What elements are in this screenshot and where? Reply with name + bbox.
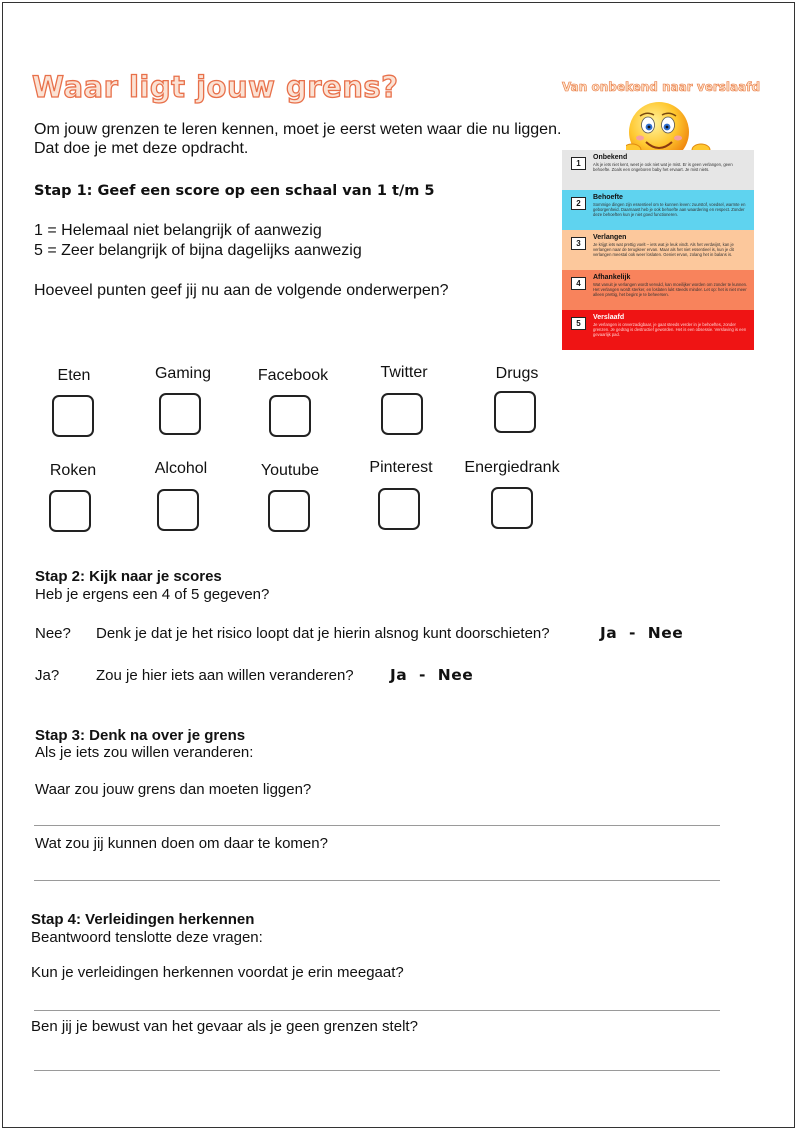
stap1-question: Hoeveel punten geef jij nu aan de volgende onderwerpen? [34, 282, 449, 299]
level-text: Je krijgt iets wat prettig voelt – iets wat je leuk vindt. Als het verdwijnt, kan je verlangen naar de terugkeer ervan. Maar als het niet essentieel is, kun je dit verlangen meestal ook weer loslaten. Geniet ervan, zolang het in balans is. [593, 242, 734, 257]
scale-line-2: 5 = Zeer belangrijk of bijna dagelijks aanwezig [34, 242, 362, 259]
level-name: Verslaafd [593, 314, 625, 321]
stap2-subtext: Heb je ergens een 4 of 5 gegeven? [35, 586, 270, 603]
score-box-alcohol[interactable] [157, 489, 199, 531]
level-number: 3 [571, 237, 586, 250]
level-verlangen [562, 230, 754, 270]
level-text: Je verlangen is onverzadigbaar, je gaat steeds verder in je behoeftes, zonder grenzen. Je gedrag is destructief geworden. Het is een obsessie. Verslaving is een gevaarlijk pad. [593, 322, 747, 337]
answer-line[interactable] [34, 1010, 720, 1011]
intro-line-2: Dat doe je met deze opdracht. [34, 140, 249, 157]
score-box-eten[interactable] [52, 395, 94, 437]
illustration-title: Van onbekend naar verslaafd [562, 80, 761, 94]
level-name: Behoefte [593, 194, 623, 201]
topic-label-roken: Roken [49, 462, 97, 479]
topic-label-alcohol: Alcohol [154, 460, 208, 477]
level-text: Als je iets niet kent, weet je ook niet wat je mist. Er is geen verlangen, geen behoefte. Zoals een ongeboren baby het ervaart. Je mist niets. [593, 162, 733, 172]
score-scale [34, 221, 362, 261]
level-name: Onbekend [593, 154, 628, 161]
stap3-heading: Stap 3: Denk na over je grens [35, 727, 246, 744]
intro-line-1: Om jouw grenzen te leren kennen, moet je eerst weten waar die nu liggen. [34, 121, 562, 138]
stap2-q1-answer[interactable]: Ja - Nee [600, 624, 684, 642]
stap2-heading: Stap 2: Kijk naar je scores [35, 568, 222, 585]
score-box-youtube[interactable] [268, 490, 310, 532]
answer-line[interactable] [34, 1070, 720, 1071]
topic-label-twitter: Twitter [380, 364, 428, 381]
stap2-q2-text: Zou je hier iets aan willen veranderen? [96, 667, 354, 684]
level-onbekend [562, 150, 754, 190]
stap4-question-1: Kun je verleidingen herkennen voordat je erin meegaat? [31, 964, 404, 981]
stap2-q1-label: Nee? [35, 625, 71, 642]
level-number: 4 [571, 277, 586, 290]
topic-label-drugs: Drugs [495, 365, 539, 382]
stap1-heading: Stap 1: Geef een score op een schaal van 1 t/m 5 [34, 183, 435, 199]
topic-label-facebook: Facebook [257, 367, 329, 384]
addiction-levels-card [562, 150, 754, 350]
stap3-question-2: Wat zou jij kunnen doen om daar te komen? [35, 835, 328, 852]
topic-label-pinterest: Pinterest [369, 459, 433, 476]
stap4-subtext: Beantwoord tenslotte deze vragen: [31, 929, 263, 946]
stap4-question-2: Ben jij je bewust van het gevaar als je geen grenzen stelt? [31, 1018, 418, 1035]
stap2-q2-label: Ja? [35, 667, 60, 684]
stap2-q1-text: Denk je dat je het risico loopt dat je hierin alsnog kunt doorschieten? [96, 625, 550, 642]
level-name: Afhankelijk [593, 274, 631, 281]
page-title: Waar ligt jouw grens? [32, 70, 399, 104]
stap3-subtext: Als je iets zou willen veranderen: [35, 744, 254, 761]
stap3-question-1: Waar zou jouw grens dan moeten liggen? [35, 781, 312, 798]
level-afhankelijk [562, 270, 754, 310]
level-verslaafd [562, 310, 754, 350]
stap4-heading: Stap 4: Verleidingen herkennen [31, 911, 255, 928]
stap2-q2-answer[interactable]: Ja - Nee [390, 666, 474, 684]
score-box-pinterest[interactable] [378, 488, 420, 530]
level-text: Sommige dingen zijn essentieel om te kunnen leven: zuurstof, voedsel, warmte en geborgenheid. Daarnaast heb je ook behoefte aan waardering en respect. Zonder deze behoeften kun je niet goed functioneren. [593, 202, 746, 217]
score-box-energiedrank[interactable] [491, 487, 533, 529]
intro-text [34, 120, 561, 158]
level-name: Verlangen [593, 234, 627, 241]
score-box-roken[interactable] [49, 490, 91, 532]
answer-line[interactable] [34, 825, 720, 826]
level-behoefte [562, 190, 754, 230]
level-number: 1 [571, 157, 586, 170]
topic-label-energiedrank: Energiedrank [464, 459, 560, 476]
topic-label-eten: Eten [57, 367, 91, 384]
scale-line-1: 1 = Helemaal niet belangrijk of aanwezig [34, 222, 322, 239]
topic-label-gaming: Gaming [154, 365, 212, 382]
topic-label-youtube: Youtube [260, 462, 320, 479]
score-box-drugs[interactable] [494, 391, 536, 433]
answer-line[interactable] [34, 880, 720, 881]
level-number: 2 [571, 197, 586, 210]
score-box-twitter[interactable] [381, 393, 423, 435]
level-text: Wat vanuit je verlangen wordt vervuld, kan moeilijker worden om zonder te kunnen. Het verlangen wordt sterker, en loslaten lukt steeds minder. Let op: het is niet meer alleen prettig, het begint je te beheersen. [593, 282, 748, 297]
score-box-gaming[interactable] [159, 393, 201, 435]
level-number: 5 [571, 317, 586, 330]
score-box-facebook[interactable] [269, 395, 311, 437]
